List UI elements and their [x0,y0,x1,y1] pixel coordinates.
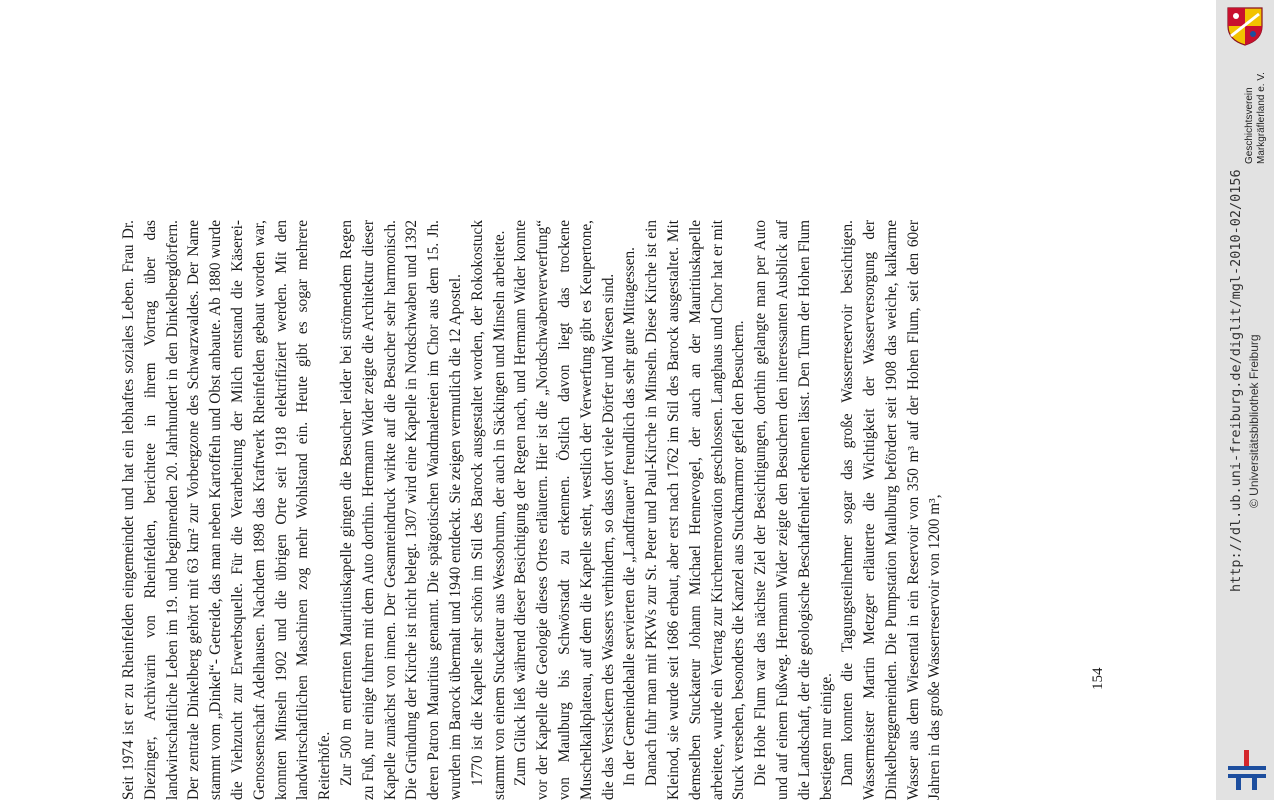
coat-of-arms-icon [1222,6,1268,46]
society-name-line2: Markgräflerland e. V. [1256,72,1267,164]
paragraph: 1770 ist die Kapelle sehr schön im Stil des Barock ausgestaltet worden, der Rokokostuck stammt von einem Stuckateur aus Wessobrunn, der auch in Säckingen und Minseln arbeitete. [468,220,508,800]
paragraph: In der Gemeindehalle servierten die „Landfrauen“ freundlich das sehr gute Mittagessen. [621,247,639,786]
paragraph: Zur 500 m entfernten Mauritiuskapelle gingen die Besucher leider bei strömendem Regen zu Fuß, nur einige fuhren mit dem Auto dorthin. Hermann Wider zeigte die Architektur dieser Kapelle zunächst von innen. Der Gesamteindruck wirkte auf die Besucher sehr harmonisch. Die Gründung der Kirche ist nicht belegt. 1307 wird eine Kapelle in Nordschwaben und 1392 deren Patron Mauritius genannt. Die spätgotischen Wandmalereien im Chor aus dem 15. Jh. wurden im Barock übermalt und 1940 entdeckt. Sie zeigen vermutlich die 12 Apostel. [337,220,464,800]
paragraph: Zum Glück ließ während dieser Besichtigung der Regen nach, und Hermann Wider konnte vor der Kapelle die Geologie dieses Ortes erläutern. Hier ist die „Nordschwabenverwerfung“ von Maulburg bis Schwörstadt zu erkennen. Östlich davon liegt das trockene Muschelkalkplateau, auf dem die Kapelle steht, westlich der Verwerfung gibt es Keupertone, die das Versickern des Wassers verhindern, so dass dort viele Dörfer und Wiesen sind. [512,220,617,800]
paragraph: Seit 1974 ist er zu Rheinfelden eingemeindet und hat ein lebhaftes soziales Leben. Frau Dr. Diezinger, Archivarin von Rheinfelden, berichtete in ihrem Vortrag über das landwirtschaftliche Leben im 19. und beginnenden 20. Jahrhundert in den Dinkelbergdörfern. Der zentrale Dinkelberg gehört mit 63 km² zur Vorbergzone des Schwarzwaldes. Der Name stammt vom „Dinkel“- Getreide, das man neben Kartoffeln und Obst anbaute. Ab 1880 wurde die Viehzucht zur Erwerbsquelle. Für die Verarbeitung der Milch entstand die Käserei-Genossenschaft Adelhausen. Nachdem 1898 das Kraftwerk Rheinfelden gebaut worden war, konnten Minseln 1902 und die übrigen Orte seit 1918 elektrifiziert werden. Mit den landwirtschaftlichen Maschinen zog mehr Wohlstand ein. Heute gibt es sogar mehrere Reiterhöfe. [120,220,334,800]
society-name-line1: Geschichtsverein [1244,87,1255,164]
page-number: 154 [1090,667,1106,690]
paragraph: Dann konnten die Tagungsteilnehmer sogar das große Wasserreservoir besichtigen. Wassermeister Martin Metzger erläuterte die Wichtigkeit der Wasserversorgung der Dinkelberggemeinden. Die Pumpstation Maulburg befördert seit 1908 das weiche, kalkarme Wasser aus dem Wiesental in ein Reservoir von 350 m³ auf der Hohen Flum, seit den 60er Jahren in das große Wasserreservoir von 1200 m³, [839,220,944,800]
copyright-text: © Universitätsbibliothek Freiburg [1247,334,1261,508]
document-url-link[interactable]: http://dl.ub.uni-freiburg.de/diglit/mgl-2010-02/0156 [1228,169,1244,592]
page-text-block [116,220,1076,800]
library-logo-icon [1226,748,1268,792]
paragraph: Die Hohe Flum war das nächste Ziel der Besichtigungen, dorthin gelangte man per Auto und auf einem Fußweg. Hermann Wider zeigte den Besuchern den interessanten Ausblick auf die Landschaft, der die geologische Beschaffenheit erkennen lässt. Den Turm der Hohen Flum bestiegen nur einige. [752,220,835,800]
document-page [116,0,1116,800]
paragraph: Danach fuhr man mit PKWs zur St. Peter und Paul-Kirche in Minseln. Diese Kirche ist ein Kleinod, sie wurde seit 1686 erbaut, aber erst nach 1762 im Stil des Barock ausgestaltet. Mit demselben Stuckateur Johann Michael Hennevogel, der auch an der Mauritiuskapelle arbeitete, wurde ein Vertrag zur Kirchenrenovation geschlossen. Langhaus und Chor hat er mit Stuck versehen, besonders die Kanzel aus Stuckmarmor gefiel den Besuchern. [643,220,748,800]
